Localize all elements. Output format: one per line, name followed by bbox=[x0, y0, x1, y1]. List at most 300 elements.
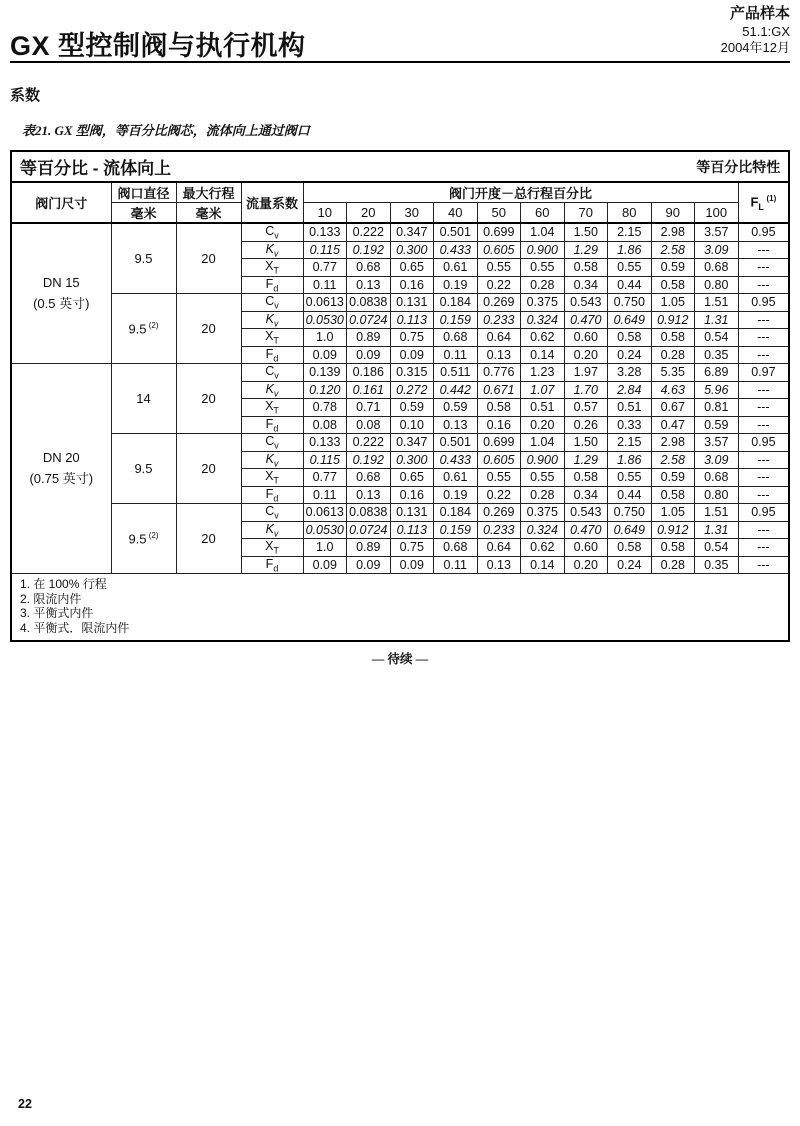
footnotes-cell bbox=[11, 574, 789, 641]
value-cell: 0.501 bbox=[434, 434, 478, 452]
value-cell: 5.96 bbox=[695, 381, 739, 399]
value-cell: 0.09 bbox=[347, 556, 391, 574]
value-cell: 0.0530 bbox=[303, 311, 347, 329]
value-cell: 0.347 bbox=[390, 434, 434, 452]
value-cell: 0.0838 bbox=[347, 294, 391, 312]
coefficient-label: $F_d$ bbox=[241, 486, 303, 504]
value-cell: 1.97 bbox=[564, 364, 608, 382]
to-be-continued-text: — 待续 — bbox=[371, 651, 429, 666]
value-cell: 1.51 bbox=[695, 504, 739, 522]
opening-tick: 100 bbox=[695, 203, 739, 224]
value-cell: 0.699 bbox=[477, 223, 521, 241]
value-cell: 0.699 bbox=[477, 434, 521, 452]
value-cell: 0.64 bbox=[477, 329, 521, 347]
coefficient-subscript: d bbox=[273, 423, 279, 433]
value-cell: 0.324 bbox=[521, 311, 565, 329]
value-cell: 1.50 bbox=[564, 223, 608, 241]
coefficient-label: $K_v$ bbox=[241, 381, 303, 399]
value-cell: 0.55 bbox=[477, 469, 521, 487]
coefficient-subscript: d bbox=[273, 283, 279, 293]
coefficient-label: $K_v$ bbox=[241, 311, 303, 329]
header-port-diameter: 阀口直径 bbox=[111, 182, 176, 203]
value-cell: 0.11 bbox=[434, 556, 478, 574]
value-cell: 0.115 bbox=[303, 451, 347, 469]
opening-tick: 60 bbox=[521, 203, 565, 224]
value-cell: 0.20 bbox=[564, 346, 608, 364]
value-cell: 0.315 bbox=[390, 364, 434, 382]
valve-size-line: (0.5 英寸) bbox=[33, 295, 90, 311]
table-row bbox=[11, 223, 789, 241]
valve-size-line: (0.75 英寸) bbox=[29, 470, 94, 486]
value-cell: 1.07 bbox=[521, 381, 565, 399]
coefficient-label: $X_T$ bbox=[241, 329, 303, 347]
value-cell: 0.900 bbox=[521, 451, 565, 469]
value-cell: 0.58 bbox=[564, 469, 608, 487]
port-diameter-cell: 9.5 $^{(2)}$ bbox=[111, 294, 176, 364]
value-cell: 0.77 bbox=[303, 259, 347, 277]
value-cell: 0.470 bbox=[564, 521, 608, 539]
value-cell: 0.442 bbox=[434, 381, 478, 399]
opening-tick: 30 bbox=[390, 203, 434, 224]
value-cell: 0.233 bbox=[477, 311, 521, 329]
value-cell: 0.34 bbox=[564, 276, 608, 294]
value-cell: 3.09 bbox=[695, 451, 739, 469]
value-cell: 0.24 bbox=[608, 346, 652, 364]
value-cell: 0.28 bbox=[651, 346, 695, 364]
value-cell: 0.912 bbox=[651, 521, 695, 539]
value-cell: 0.81 bbox=[695, 399, 739, 417]
value-cell: 0.19 bbox=[434, 276, 478, 294]
value-cell: 1.0 bbox=[303, 329, 347, 347]
value-cell: 0.300 bbox=[390, 241, 434, 259]
value-cell: 0.89 bbox=[347, 539, 391, 557]
footnote-line: 1. 在 100% 行程 bbox=[20, 577, 107, 591]
value-cell: 0.08 bbox=[303, 416, 347, 434]
value-cell: 0.16 bbox=[477, 416, 521, 434]
value-cell: 2.58 bbox=[651, 451, 695, 469]
value-cell: 0.0724 bbox=[347, 521, 391, 539]
value-cell: 1.04 bbox=[521, 223, 565, 241]
value-cell: 0.09 bbox=[347, 346, 391, 364]
value-cell: 0.44 bbox=[608, 486, 652, 504]
value-cell: 1.70 bbox=[564, 381, 608, 399]
value-cell: 0.543 bbox=[564, 294, 608, 312]
value-cell: 0.62 bbox=[521, 539, 565, 557]
value-cell: 0.59 bbox=[651, 259, 695, 277]
opening-tick: 10 bbox=[303, 203, 347, 224]
value-cell: 0.68 bbox=[434, 539, 478, 557]
value-cell: 0.16 bbox=[390, 276, 434, 294]
value-cell: 0.115 bbox=[303, 241, 347, 259]
value-cell: 0.13 bbox=[347, 486, 391, 504]
footnote-line: 3. 平衡式内件 bbox=[20, 606, 94, 621]
value-cell: 0.65 bbox=[390, 469, 434, 487]
value-cell: 0.61 bbox=[434, 259, 478, 277]
coefficient-label: $K_v$ bbox=[241, 521, 303, 539]
fl-value-cell: --- bbox=[738, 241, 789, 259]
value-cell: 2.15 bbox=[608, 434, 652, 452]
footnote-line: 2. 限流内件 bbox=[20, 591, 82, 606]
value-cell: 0.543 bbox=[564, 504, 608, 522]
coefficient-subscript: v bbox=[274, 300, 279, 311]
value-cell: 0.77 bbox=[303, 469, 347, 487]
value-cell: 0.58 bbox=[651, 486, 695, 504]
table-row bbox=[11, 364, 789, 382]
value-cell: 0.20 bbox=[564, 556, 608, 574]
value-cell: 0.14 bbox=[521, 556, 565, 574]
fl-value-cell: 0.97 bbox=[738, 364, 789, 382]
value-cell: 1.23 bbox=[521, 364, 565, 382]
doc-date: 2004年12月 bbox=[720, 40, 790, 55]
value-cell: 0.0724 bbox=[347, 311, 391, 329]
value-cell: 0.776 bbox=[477, 364, 521, 382]
value-cell: 0.28 bbox=[521, 276, 565, 294]
value-cell: 0.44 bbox=[608, 276, 652, 294]
coefficient-label: $F_d$ bbox=[241, 276, 303, 294]
coefficient-subscript: T bbox=[273, 545, 279, 556]
value-cell: 0.222 bbox=[347, 223, 391, 241]
value-cell: 0.75 bbox=[390, 539, 434, 557]
value-cell: 0.131 bbox=[390, 504, 434, 522]
coefficient-label: $X_T$ bbox=[241, 469, 303, 487]
header-valve-size: 阀门尺寸 bbox=[11, 182, 111, 223]
value-cell: 0.269 bbox=[477, 294, 521, 312]
value-cell: 0.14 bbox=[521, 346, 565, 364]
value-cell: 0.09 bbox=[390, 556, 434, 574]
port-diameter-cell: 9.5 bbox=[111, 434, 176, 504]
value-cell: 0.0613 bbox=[303, 294, 347, 312]
coefficient-subscript: v bbox=[273, 458, 279, 468]
value-cell: 0.433 bbox=[434, 241, 478, 259]
coefficient-label: $C_v$ bbox=[241, 504, 303, 522]
value-cell: 0.131 bbox=[390, 294, 434, 312]
value-cell: 0.61 bbox=[434, 469, 478, 487]
coefficient-subscript: v bbox=[274, 230, 279, 241]
coefficient-subscript: v bbox=[274, 510, 279, 521]
doc-number: 51.1:GX bbox=[742, 23, 790, 39]
page-title: GX 型控制阀与执行机构 bbox=[10, 31, 306, 61]
coefficient-label: $F_d$ bbox=[241, 556, 303, 574]
value-cell: 0.192 bbox=[347, 241, 391, 259]
table-row bbox=[11, 434, 789, 452]
coefficient-subscript: T bbox=[273, 335, 279, 346]
fl-value-cell: 0.95 bbox=[738, 504, 789, 522]
value-cell: 0.34 bbox=[564, 486, 608, 504]
header-max-travel: 最大行程 bbox=[176, 182, 241, 203]
band-title-left: 等百分比 - 流体向上 bbox=[20, 159, 172, 178]
value-cell: 0.09 bbox=[303, 556, 347, 574]
table-band-row bbox=[11, 151, 789, 182]
value-cell: 0.55 bbox=[521, 469, 565, 487]
value-cell: 0.649 bbox=[608, 311, 652, 329]
value-cell: 0.58 bbox=[651, 539, 695, 557]
header-fl bbox=[738, 182, 789, 223]
value-cell: 0.26 bbox=[564, 416, 608, 434]
coefficient-label: $X_T$ bbox=[241, 259, 303, 277]
value-cell: 1.31 bbox=[695, 311, 739, 329]
value-cell: 0.470 bbox=[564, 311, 608, 329]
value-cell: 0.0613 bbox=[303, 504, 347, 522]
value-cell: 0.59 bbox=[695, 416, 739, 434]
value-cell: 0.68 bbox=[347, 469, 391, 487]
coefficient-label: $F_d$ bbox=[241, 346, 303, 364]
value-cell: 1.05 bbox=[651, 504, 695, 522]
masthead bbox=[721, 5, 790, 56]
value-cell: 0.51 bbox=[521, 399, 565, 417]
value-cell: 2.98 bbox=[651, 223, 695, 241]
header-mm-port: 毫米 bbox=[111, 203, 176, 224]
value-cell: 0.16 bbox=[390, 486, 434, 504]
value-cell: 0.11 bbox=[434, 346, 478, 364]
value-cell: 0.47 bbox=[651, 416, 695, 434]
value-cell: 0.58 bbox=[608, 329, 652, 347]
fl-value-cell: --- bbox=[738, 399, 789, 417]
value-cell: 0.649 bbox=[608, 521, 652, 539]
value-cell: 0.233 bbox=[477, 521, 521, 539]
value-cell: 3.09 bbox=[695, 241, 739, 259]
valve-size-cell bbox=[11, 223, 111, 364]
value-cell: 0.120 bbox=[303, 381, 347, 399]
value-cell: 0.55 bbox=[608, 259, 652, 277]
fl-value-cell: --- bbox=[738, 259, 789, 277]
coefficient-label: $X_T$ bbox=[241, 399, 303, 417]
value-cell: 0.59 bbox=[651, 469, 695, 487]
coefficient-label: $C_v$ bbox=[241, 434, 303, 452]
fl-value-cell: 0.95 bbox=[738, 223, 789, 241]
value-cell: 0.13 bbox=[434, 416, 478, 434]
header-row-2 bbox=[11, 203, 789, 224]
fl-value-cell: --- bbox=[738, 451, 789, 469]
value-cell: 0.58 bbox=[651, 329, 695, 347]
value-cell: 0.750 bbox=[608, 504, 652, 522]
max-travel-cell: 20 bbox=[176, 364, 241, 434]
fl-value-cell: --- bbox=[738, 329, 789, 347]
value-cell: 1.31 bbox=[695, 521, 739, 539]
value-cell: 0.22 bbox=[477, 276, 521, 294]
value-cell: 0.159 bbox=[434, 521, 478, 539]
value-cell: 0.0838 bbox=[347, 504, 391, 522]
value-cell: 0.269 bbox=[477, 504, 521, 522]
value-cell: 0.10 bbox=[390, 416, 434, 434]
coefficient-label: $C_v$ bbox=[241, 294, 303, 312]
value-cell: 0.671 bbox=[477, 381, 521, 399]
value-cell: 0.71 bbox=[347, 399, 391, 417]
value-cell: 0.113 bbox=[390, 311, 434, 329]
port-footnote-ref: (2) bbox=[146, 530, 159, 540]
header-row-1 bbox=[11, 182, 789, 203]
value-cell: 0.60 bbox=[564, 329, 608, 347]
coefficient-subscript: T bbox=[273, 405, 279, 416]
value-cell: 0.605 bbox=[477, 451, 521, 469]
fl-value-cell: --- bbox=[738, 469, 789, 487]
opening-tick: 90 bbox=[651, 203, 695, 224]
value-cell: 0.28 bbox=[521, 486, 565, 504]
value-cell: 0.68 bbox=[347, 259, 391, 277]
max-travel-cell: 20 bbox=[176, 223, 241, 294]
fl-value-cell: --- bbox=[738, 486, 789, 504]
value-cell: 1.04 bbox=[521, 434, 565, 452]
opening-tick: 50 bbox=[477, 203, 521, 224]
band-title-right: 等百分比特性 bbox=[696, 158, 781, 175]
section-heading: 系数 bbox=[10, 87, 41, 104]
value-cell: 0.900 bbox=[521, 241, 565, 259]
footnotes-row bbox=[11, 574, 789, 641]
value-cell: 0.59 bbox=[434, 399, 478, 417]
table-caption: 表21. GX 型阀，等百分比阀芯，流体向上通过阀口 bbox=[22, 123, 310, 138]
value-cell: 0.0530 bbox=[303, 521, 347, 539]
valve-size-line: DN 20 bbox=[42, 449, 80, 465]
fl-value-cell: --- bbox=[738, 346, 789, 364]
fl-value-cell: 0.95 bbox=[738, 294, 789, 312]
value-cell: 0.192 bbox=[347, 451, 391, 469]
coefficient-subscript: v bbox=[273, 388, 279, 398]
value-cell: 3.57 bbox=[695, 223, 739, 241]
value-cell: 3.57 bbox=[695, 434, 739, 452]
value-cell: 0.09 bbox=[390, 346, 434, 364]
value-cell: 3.28 bbox=[608, 364, 652, 382]
value-cell: 0.511 bbox=[434, 364, 478, 382]
value-cell: 0.11 bbox=[303, 276, 347, 294]
coefficient-subscript: d bbox=[273, 493, 279, 503]
coefficient-subscript: T bbox=[273, 475, 279, 486]
value-cell: 0.60 bbox=[564, 539, 608, 557]
opening-tick: 20 bbox=[347, 203, 391, 224]
coefficient-subscript: v bbox=[273, 528, 279, 538]
valve-size-line: DN 15 bbox=[42, 274, 80, 290]
value-cell: 0.159 bbox=[434, 311, 478, 329]
value-cell: 0.55 bbox=[521, 259, 565, 277]
value-cell: 0.113 bbox=[390, 521, 434, 539]
value-cell: 0.272 bbox=[390, 381, 434, 399]
coefficient-label: $F_d$ bbox=[241, 416, 303, 434]
value-cell: 0.65 bbox=[390, 259, 434, 277]
value-cell: 0.80 bbox=[695, 486, 739, 504]
value-cell: 0.55 bbox=[608, 469, 652, 487]
value-cell: 0.58 bbox=[651, 276, 695, 294]
value-cell: 5.35 bbox=[651, 364, 695, 382]
value-cell: 0.13 bbox=[477, 556, 521, 574]
table-container bbox=[10, 150, 790, 667]
coefficient-label: $C_v$ bbox=[241, 223, 303, 241]
coefficient-subscript: d bbox=[273, 353, 279, 363]
opening-tick: 70 bbox=[564, 203, 608, 224]
value-cell: 0.13 bbox=[477, 346, 521, 364]
value-cell: 1.50 bbox=[564, 434, 608, 452]
value-cell: 0.64 bbox=[477, 539, 521, 557]
doc-type: 产品样本 bbox=[729, 5, 790, 22]
value-cell: 1.51 bbox=[695, 294, 739, 312]
port-diameter-cell: 9.5 bbox=[111, 223, 176, 294]
port-footnote-ref: (2) bbox=[146, 320, 159, 330]
value-cell: 0.57 bbox=[564, 399, 608, 417]
coefficient-subscript: d bbox=[273, 563, 279, 573]
value-cell: 0.139 bbox=[303, 364, 347, 382]
band-cell bbox=[11, 151, 789, 182]
value-cell: 0.58 bbox=[477, 399, 521, 417]
value-cell: 0.62 bbox=[521, 329, 565, 347]
value-cell: 0.54 bbox=[695, 329, 739, 347]
coefficients-table bbox=[10, 150, 790, 642]
value-cell: 0.68 bbox=[434, 329, 478, 347]
header-mm-travel: 毫米 bbox=[176, 203, 241, 224]
coefficient-subscript: v bbox=[274, 440, 279, 451]
value-cell: 0.324 bbox=[521, 521, 565, 539]
value-cell: 0.67 bbox=[651, 399, 695, 417]
value-cell: 0.133 bbox=[303, 223, 347, 241]
value-cell: 0.184 bbox=[434, 504, 478, 522]
value-cell: 0.68 bbox=[695, 259, 739, 277]
header-opening-span: 阀门开度－总行程百分比 bbox=[303, 182, 738, 203]
value-cell: 1.29 bbox=[564, 241, 608, 259]
value-cell: 1.29 bbox=[564, 451, 608, 469]
value-cell: 0.184 bbox=[434, 294, 478, 312]
coefficient-subscript: v bbox=[273, 318, 279, 328]
value-cell: 0.222 bbox=[347, 434, 391, 452]
table-row bbox=[11, 504, 789, 522]
max-travel-cell: 20 bbox=[176, 294, 241, 364]
valve-size-cell bbox=[11, 364, 111, 574]
value-cell: 0.24 bbox=[608, 556, 652, 574]
value-cell: 0.75 bbox=[390, 329, 434, 347]
value-cell: 0.58 bbox=[608, 539, 652, 557]
fl-main: F bbox=[750, 193, 759, 209]
value-cell: 1.86 bbox=[608, 451, 652, 469]
value-cell: 4.63 bbox=[651, 381, 695, 399]
value-cell: 0.80 bbox=[695, 276, 739, 294]
coefficient-subscript: T bbox=[273, 265, 279, 276]
page-number: 22 bbox=[18, 1097, 32, 1111]
value-cell: 1.86 bbox=[608, 241, 652, 259]
coefficient-label: $C_v$ bbox=[241, 364, 303, 382]
value-cell: 0.58 bbox=[564, 259, 608, 277]
fl-value-cell: 0.95 bbox=[738, 434, 789, 452]
value-cell: 6.89 bbox=[695, 364, 739, 382]
value-cell: 0.186 bbox=[347, 364, 391, 382]
value-cell: 0.912 bbox=[651, 311, 695, 329]
value-cell: 0.19 bbox=[434, 486, 478, 504]
value-cell: 0.51 bbox=[608, 399, 652, 417]
coefficient-subscript: v bbox=[274, 370, 279, 381]
port-diameter-cell: 14 bbox=[111, 364, 176, 434]
coefficient-label: $K_v$ bbox=[241, 241, 303, 259]
value-cell: 0.59 bbox=[390, 399, 434, 417]
coefficient-label: $X_T$ bbox=[241, 539, 303, 557]
value-cell: 0.33 bbox=[608, 416, 652, 434]
value-cell: 0.347 bbox=[390, 223, 434, 241]
value-cell: 0.11 bbox=[303, 486, 347, 504]
fl-subscript: L bbox=[758, 201, 764, 212]
value-cell: 2.58 bbox=[651, 241, 695, 259]
value-cell: 0.35 bbox=[695, 556, 739, 574]
value-cell: 1.0 bbox=[303, 539, 347, 557]
value-cell: 0.08 bbox=[347, 416, 391, 434]
value-cell: 0.605 bbox=[477, 241, 521, 259]
footnote-line: 4. 平衡式．限流内件 bbox=[20, 620, 130, 635]
value-cell: 0.89 bbox=[347, 329, 391, 347]
header-flow-coefficient: 流量系数 bbox=[241, 182, 303, 223]
fl-value-cell: --- bbox=[738, 416, 789, 434]
value-cell: 0.28 bbox=[651, 556, 695, 574]
value-cell: 0.55 bbox=[477, 259, 521, 277]
value-cell: 0.22 bbox=[477, 486, 521, 504]
value-cell: 0.750 bbox=[608, 294, 652, 312]
table-row bbox=[11, 294, 789, 312]
value-cell: 0.78 bbox=[303, 399, 347, 417]
value-cell: 0.375 bbox=[521, 504, 565, 522]
max-travel-cell: 20 bbox=[176, 504, 241, 574]
value-cell: 0.133 bbox=[303, 434, 347, 452]
coefficient-label: $K_v$ bbox=[241, 451, 303, 469]
